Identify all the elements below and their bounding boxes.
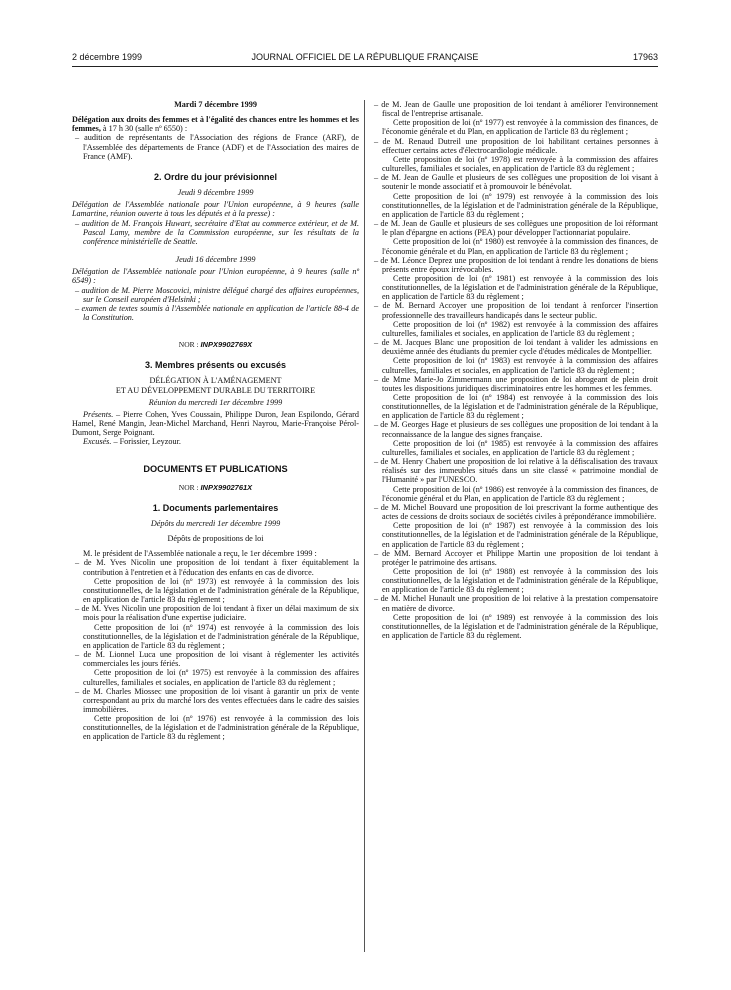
header-rule xyxy=(72,66,658,67)
proposal-item: – de M. Yves Nicolin une proposition de loi tendant à fixer équitablement la contribution à l'entretien et à l'éducation des enfants en cas de divorce. xyxy=(75,558,359,577)
proposal-item: – de M. Georges Hage et plusieurs de ses collègues une proposition de loi tendant à la reconnaissance de la langue des signes française. xyxy=(374,420,658,439)
referral-text: Cette proposition de loi (nº 1979) est renvoyée à la commission des lois constitutionnelles, de la législation et de l'administration générale de la République, en application de l'article 83 du règlement ; xyxy=(382,191,658,219)
section-title: 2. Ordre du jour prévisionnel xyxy=(153,171,278,182)
delegation-heading: ET AU DÉVELOPPEMENT DURABLE DU TERRITOIRE xyxy=(115,385,316,395)
referral-text: Cette proposition de loi (nº 1989) est renvoyée à la commission des lois constitutionnelles, de la législation et de l'administration générale de la République, en application de l'article 83 du règlement. xyxy=(382,612,658,641)
referral-text: Cette proposition de loi (nº 1980) est renvoyée à la commission des finances, de l'économie générale et du Plan, en application de l'article 83 du règlement ; xyxy=(382,237,658,256)
delegation-heading: DÉLÉGATION À L'AMÉNAGEMENT xyxy=(149,376,282,386)
proposal-item: – de M. Renaud Dutreil une proposition de loi habilitant certaines personnes à effectuer certains actes d'électrocardiologie médicale. xyxy=(374,136,658,155)
subsection-heading: Dépôts du mercredi 1er décembre 1999 xyxy=(150,519,281,528)
day-heading: Jeudi 16 décembre 1999 xyxy=(175,255,256,265)
referral-text: Cette proposition de loi (nº 1988) est renvoyée à la commission des lois constitutionnelles, de la législation et de l'administration générale de la République, en application de l'article 83 du règlement ; xyxy=(382,566,658,595)
referral-text: Cette proposition de loi (nº 1974) est renvoyée à la commission des lois constitutionnelles, de la législation et de l'administration générale de la République, en application de l'article 83 du règlement ; xyxy=(83,622,359,650)
intro-text: M. le président de l'Assemblée nationale a reçu, le 1er décembre 1999 : xyxy=(83,549,317,559)
proposal-item: – de M. Henry Chabert une proposition de loi relative à la défiscalisation des travaux réalisés sur des immeubles situés dans un site classé « patrimoine mondial de l'Humanité » par l'UNESCO. xyxy=(374,457,658,485)
referral-text: Cette proposition de loi (nº 1977) est renvoyée à la commission des finances, de l'économie générale et du Plan, en application de l'article 83 du règlement ; xyxy=(382,118,658,137)
part-title: DOCUMENTS ET PUBLICATIONS xyxy=(143,463,288,474)
header-journal-title: JOURNAL OFFICIEL DE LA RÉPUBLIQUE FRANÇAISE xyxy=(251,52,479,62)
proposal-item: – de M. Charles Miossec une proposition de loi visant à garantir un prix de vente correspondant au prix du marché lors des ventes effectuées dans le cadre des saisies immobilières. xyxy=(75,686,359,714)
nor-reference: NOR : INPX9902761X xyxy=(178,482,253,492)
header-page-number: 17963 xyxy=(632,52,658,62)
present-members: Présents. – Pierre Cohen, Yves Coussain, Philippe Duron, Jean Espilondo, Gérard Hamel, René Mangin, Jean-Michel Marchand, Henri Nayrou, Marie-Françoise Pérol-Dumont, Serge Poignant. xyxy=(72,409,359,438)
proposal-item: – de M. Jean de Gaulle et plusieurs de ses collègues une proposition de loi réformant le plan d'épargne en actions (PEA) pour développer l'actionnariat populaire. xyxy=(374,219,658,238)
section-title: 3. Membres présents ou excusés xyxy=(144,360,287,371)
delegation-entry: Délégation de l'Assemblée nationale pour l'Union européenne, à 9 heures (salle nº 6549) : xyxy=(72,267,359,286)
delegation-name: Délégation aux droits des femmes et à l'égalité des chances entre les hommes et les femmes, xyxy=(72,115,359,134)
meeting-date: Réunion du mercredi 1er décembre 1999 xyxy=(148,397,283,407)
proposal-item: – de M. Jean de Gaulle une proposition de loi tendant à améliorer l'environnement fiscal de l'entreprise artisanale. xyxy=(374,100,658,119)
referral-text: Cette proposition de loi (nº 1983) est renvoyée à la commission des affaires culturelles, familiales et sociales, en application de l'article 83 du règlement ; xyxy=(382,356,658,375)
delegation-entry xyxy=(72,115,359,133)
column-separator xyxy=(364,100,365,952)
referral-text: Cette proposition de loi (nº 1987) est renvoyée à la commission des lois constitutionnelles, de la législation et de l'administration générale de la République, en application de l'article 83 du règlement ; xyxy=(382,521,658,549)
proposal-item: – de M. Jacques Blanc une proposition de loi tendant à valider les admissions en deuxième année des étudiants du premier cycle d'études médicales de Montpellier. xyxy=(374,338,658,357)
referral-text: Cette proposition de loi (nº 1982) est renvoyée à la commission des affaires culturelles, familiales et sociales, en application de l'article 83 du règlement ; xyxy=(382,319,658,338)
agenda-item: – examen de textes soumis à l'Assemblée nationale en application de l'article 88-4 de la Constitution. xyxy=(75,303,359,322)
referral-text: Cette proposition de loi (nº 1973) est renvoyée à la commission des lois constitutionnelles, de la législation et de l'administration générale de la République, en application de l'article 83 du règlement ; xyxy=(83,576,359,605)
proposal-item: – de M. Lionnel Luca une proposition de loi visant à réglementer les activités commerciales les jours fériés. xyxy=(75,650,359,669)
right-column xyxy=(371,100,658,640)
referral-text: Cette proposition de loi (nº 1981) est renvoyée à la commission des lois constitutionnelles, de la législation et de l'administration générale de la République, en application de l'article 83 du règlement ; xyxy=(382,273,658,302)
proposal-item: – de M. Bernard Accoyer une proposition de loi tendant à renforcer l'insertion professionnelle des travailleurs handicapés dans le secteur public. xyxy=(374,301,658,320)
proposal-item: – de Mme Marie-Jo Zimmermann une proposition de loi abrogeant de plein droit toutes les dispositions juridiques discriminatoires entre les hommes et les femmes. xyxy=(374,374,658,393)
page-header xyxy=(72,52,658,64)
proposal-item: – de M. Yves Nicolin une proposition de loi tendant à fixer un délai maximum de six mois pour la réalisation d'une expertise judiciaire. xyxy=(75,604,359,623)
proposal-item: – de M. Léonce Deprez une proposition de loi tendant à rendre les donations de biens présents entre époux irrévocables. xyxy=(374,255,658,274)
agenda-item: – audition de M. François Huwart, secrétaire d'Etat au commerce extérieur, et de M. Pascal Lamy, membre de la Commission européenne, sur les résultats de la conférence ministérielle de Seattle. xyxy=(75,218,359,246)
section-title: 1. Documents parlementaires xyxy=(152,502,279,513)
subsection-heading: Dépôts de propositions de loi xyxy=(167,534,264,544)
agenda-item: – audition de représentants de l'Association des régions de France (ARF), de l'Assemblée des départements de France (ADF) et de l'Association des maires de France (AMF). xyxy=(75,133,359,161)
left-column xyxy=(72,100,359,742)
proposal-item: – de M. Jean de Gaulle et plusieurs de ses collègues une proposition de loi visant à soutenir le monde associatif et à promouvoir le bénévolat. xyxy=(374,173,658,192)
proposal-item: – de MM. Bernard Accoyer et Philippe Martin une proposition de loi tendant à protéger le patrimoine des artisans. xyxy=(374,548,658,567)
nor-reference: NOR : INPX9902769X xyxy=(178,340,253,350)
header-date: 2 décembre 1999 xyxy=(72,52,143,62)
proposal-item: – de M. Michel Bouvard une proposition de loi prescrivant la forme authentique des actes de cessions de droits sociaux de sociétés civiles à prépondérance immobilière. xyxy=(374,502,658,522)
referral-text: Cette proposition de loi (nº 1986) est renvoyée à la commission des finances, de l'économie général et du Plan, en application de l'article 83 du règlement ; xyxy=(382,484,658,503)
referral-text: Cette proposition de loi (nº 1978) est renvoyée à la commission des affaires culturelles, familiales et sociales, en application de l'article 83 du règlement ; xyxy=(382,154,658,174)
proposal-item: – de M. Michel Hunault une proposition de loi relative à la prestation compensatoire en matière de divorce. xyxy=(374,594,658,613)
referral-text: Cette proposition de loi (nº 1985) est renvoyée à la commission des affaires culturelles, familiales et sociales, en application de l'article 83 du règlement ; xyxy=(382,438,658,457)
referral-text: Cette proposition de loi (nº 1984) est renvoyée à la commission des lois constitutionnelles, de la législation et de l'administration générale de la République, en application de l'article 83 du règlement ; xyxy=(382,393,658,421)
referral-text: Cette proposition de loi (nº 1975) est renvoyée à la commission des affaires culturelles, familiales et sociales, en application de l'article 83 du règlement ; xyxy=(83,668,359,687)
agenda-item: – audition de M. Pierre Moscovici, ministre délégué chargé des affaires européennes, sur le Conseil européen d'Helsinki ; xyxy=(75,285,359,304)
excused-members: Excusés. – Forissier, Leyzour. xyxy=(83,437,181,447)
referral-text: Cette proposition de loi (nº 1976) est renvoyée à la commission des lois constitutionnelles, de la législation et de l'administration générale de la République, en application de l'article 83 du règlement ; xyxy=(83,714,359,742)
delegation-time: à 17 h 30 (salle nº 6550) : xyxy=(100,124,188,134)
day-heading: Mardi 7 décembre 1999 xyxy=(174,100,257,109)
delegation-entry: Délégation de l'Assemblée nationale pour l'Union européenne, à 9 heures (salle Lamartine, réunion ouverte à tous les députés et à la presse) : xyxy=(72,200,359,219)
day-heading: Jeudi 9 décembre 1999 xyxy=(177,188,254,198)
